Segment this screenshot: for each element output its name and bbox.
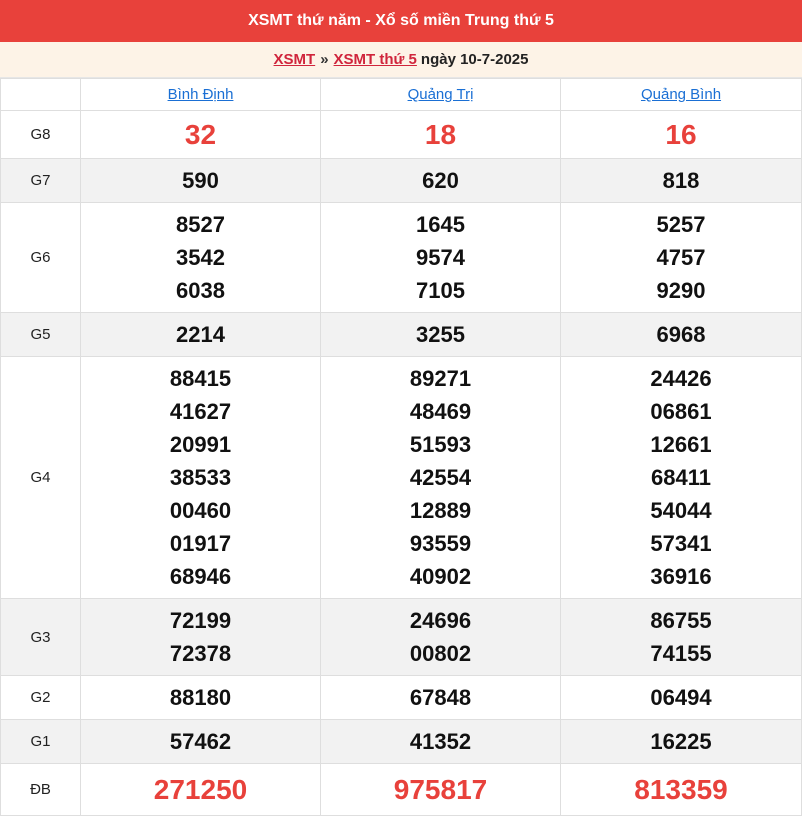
province-header (561, 79, 802, 111)
result-number: 40902 (409, 564, 472, 589)
results-body (1, 111, 802, 816)
result-number: 89271 (409, 366, 472, 391)
result-cell (81, 357, 321, 599)
result-cell (81, 599, 321, 676)
result-number: 01917 (169, 531, 232, 556)
result-number: 67848 (409, 685, 472, 710)
result-number: 975817 (393, 774, 488, 805)
result-number: 4757 (656, 245, 706, 270)
prize-label: G5 (1, 313, 81, 357)
prize-row (1, 357, 802, 599)
result-number: 16 (665, 119, 697, 150)
results-table (0, 78, 802, 816)
result-number: 88415 (169, 366, 232, 391)
prize-row (1, 764, 802, 816)
breadcrumb-date: ngày 10-7-2025 (420, 51, 529, 68)
result-cell (321, 764, 561, 816)
province-link[interactable]: Quảng Bình (640, 86, 722, 103)
result-cell (321, 203, 561, 313)
result-number: 813359 (634, 774, 728, 805)
result-cell (321, 357, 561, 599)
result-cell (321, 599, 561, 676)
result-number: 16225 (650, 729, 712, 754)
result-cell (561, 313, 802, 357)
province-link[interactable]: Quảng Trị (407, 86, 474, 103)
result-number: 12889 (409, 498, 472, 523)
result-number: 2214 (176, 322, 225, 347)
result-number: 00802 (409, 641, 472, 666)
result-number: 36916 (650, 564, 712, 589)
prize-row (1, 313, 802, 357)
result-number: 48469 (409, 399, 472, 424)
result-cell (561, 676, 802, 720)
result-cell (81, 676, 321, 720)
result-number: 9574 (416, 245, 465, 270)
result-cell (321, 720, 561, 764)
prize-row (1, 159, 802, 203)
breadcrumb (0, 42, 802, 78)
result-number: 88180 (169, 685, 232, 710)
result-number: 18 (424, 119, 457, 150)
result-number: 9290 (656, 278, 706, 303)
result-number: 5257 (656, 212, 706, 237)
result-number: 7105 (416, 278, 465, 303)
result-number: 12661 (650, 432, 712, 457)
result-number: 3542 (176, 245, 225, 270)
result-cell (561, 599, 802, 676)
result-number: 1645 (416, 212, 465, 237)
prize-label: G1 (1, 720, 81, 764)
prize-label: G3 (1, 599, 81, 676)
result-number: 24696 (409, 608, 472, 633)
breadcrumb-link-xsmt-thu-5[interactable]: XSMT thứ 5 (333, 51, 417, 68)
result-number: 41352 (409, 729, 472, 754)
result-number: 38533 (169, 465, 232, 490)
result-number: 24426 (650, 366, 712, 391)
result-number: 72378 (169, 641, 232, 666)
result-cell (81, 111, 321, 159)
result-number: 32 (184, 119, 217, 150)
result-cell (561, 159, 802, 203)
prize-row (1, 203, 802, 313)
province-header (321, 79, 561, 111)
result-number: 68946 (169, 564, 232, 589)
prize-row (1, 599, 802, 676)
result-number: 20991 (169, 432, 232, 457)
province-header-row (1, 79, 802, 111)
result-cell (561, 111, 802, 159)
prize-label: ĐB (1, 764, 81, 816)
result-cell (81, 313, 321, 357)
result-number: 06494 (650, 685, 712, 710)
result-cell (81, 764, 321, 816)
result-cell (81, 203, 321, 313)
prize-label: G8 (1, 111, 81, 159)
result-cell (321, 676, 561, 720)
result-cell (321, 111, 561, 159)
result-number: 41627 (169, 399, 232, 424)
prize-row (1, 676, 802, 720)
prize-label: G2 (1, 676, 81, 720)
result-number: 86755 (650, 608, 712, 633)
prize-row (1, 111, 802, 159)
result-cell (561, 720, 802, 764)
result-cell (81, 720, 321, 764)
breadcrumb-link-xsmt[interactable]: XSMT (273, 51, 316, 68)
province-link[interactable]: Bình Định (167, 86, 234, 103)
result-number: 72199 (169, 608, 232, 633)
result-number: 51593 (409, 432, 472, 457)
breadcrumb-separator: » (320, 51, 329, 68)
result-number: 57462 (169, 729, 232, 754)
result-cell (561, 357, 802, 599)
result-cell (561, 203, 802, 313)
result-number: 68411 (651, 465, 711, 490)
prize-label: G4 (1, 357, 81, 599)
prize-label: G7 (1, 159, 81, 203)
result-cell (321, 313, 561, 357)
result-number: 271250 (153, 774, 248, 805)
result-number: 57341 (650, 531, 712, 556)
prize-label: G6 (1, 203, 81, 313)
prize-column-header (1, 79, 81, 111)
result-number: 54044 (650, 498, 712, 523)
result-cell (321, 159, 561, 203)
result-number: 00460 (169, 498, 232, 523)
province-header (81, 79, 321, 111)
result-number: 620 (422, 168, 459, 193)
result-number: 3255 (416, 322, 465, 347)
result-cell (81, 159, 321, 203)
result-cell (561, 764, 802, 816)
result-number: 6968 (656, 322, 706, 347)
result-number: 42554 (409, 465, 472, 490)
result-number: 74155 (650, 641, 712, 666)
page-title (0, 0, 802, 42)
result-number: 06861 (650, 399, 712, 424)
page-title-text: XSMT thứ năm - Xổ số miền Trung thứ 5 (248, 12, 554, 29)
result-number: 590 (182, 168, 219, 193)
result-number: 818 (662, 168, 700, 193)
result-number: 8527 (176, 212, 225, 237)
result-number: 6038 (176, 278, 225, 303)
prize-row (1, 720, 802, 764)
result-number: 93559 (409, 531, 472, 556)
